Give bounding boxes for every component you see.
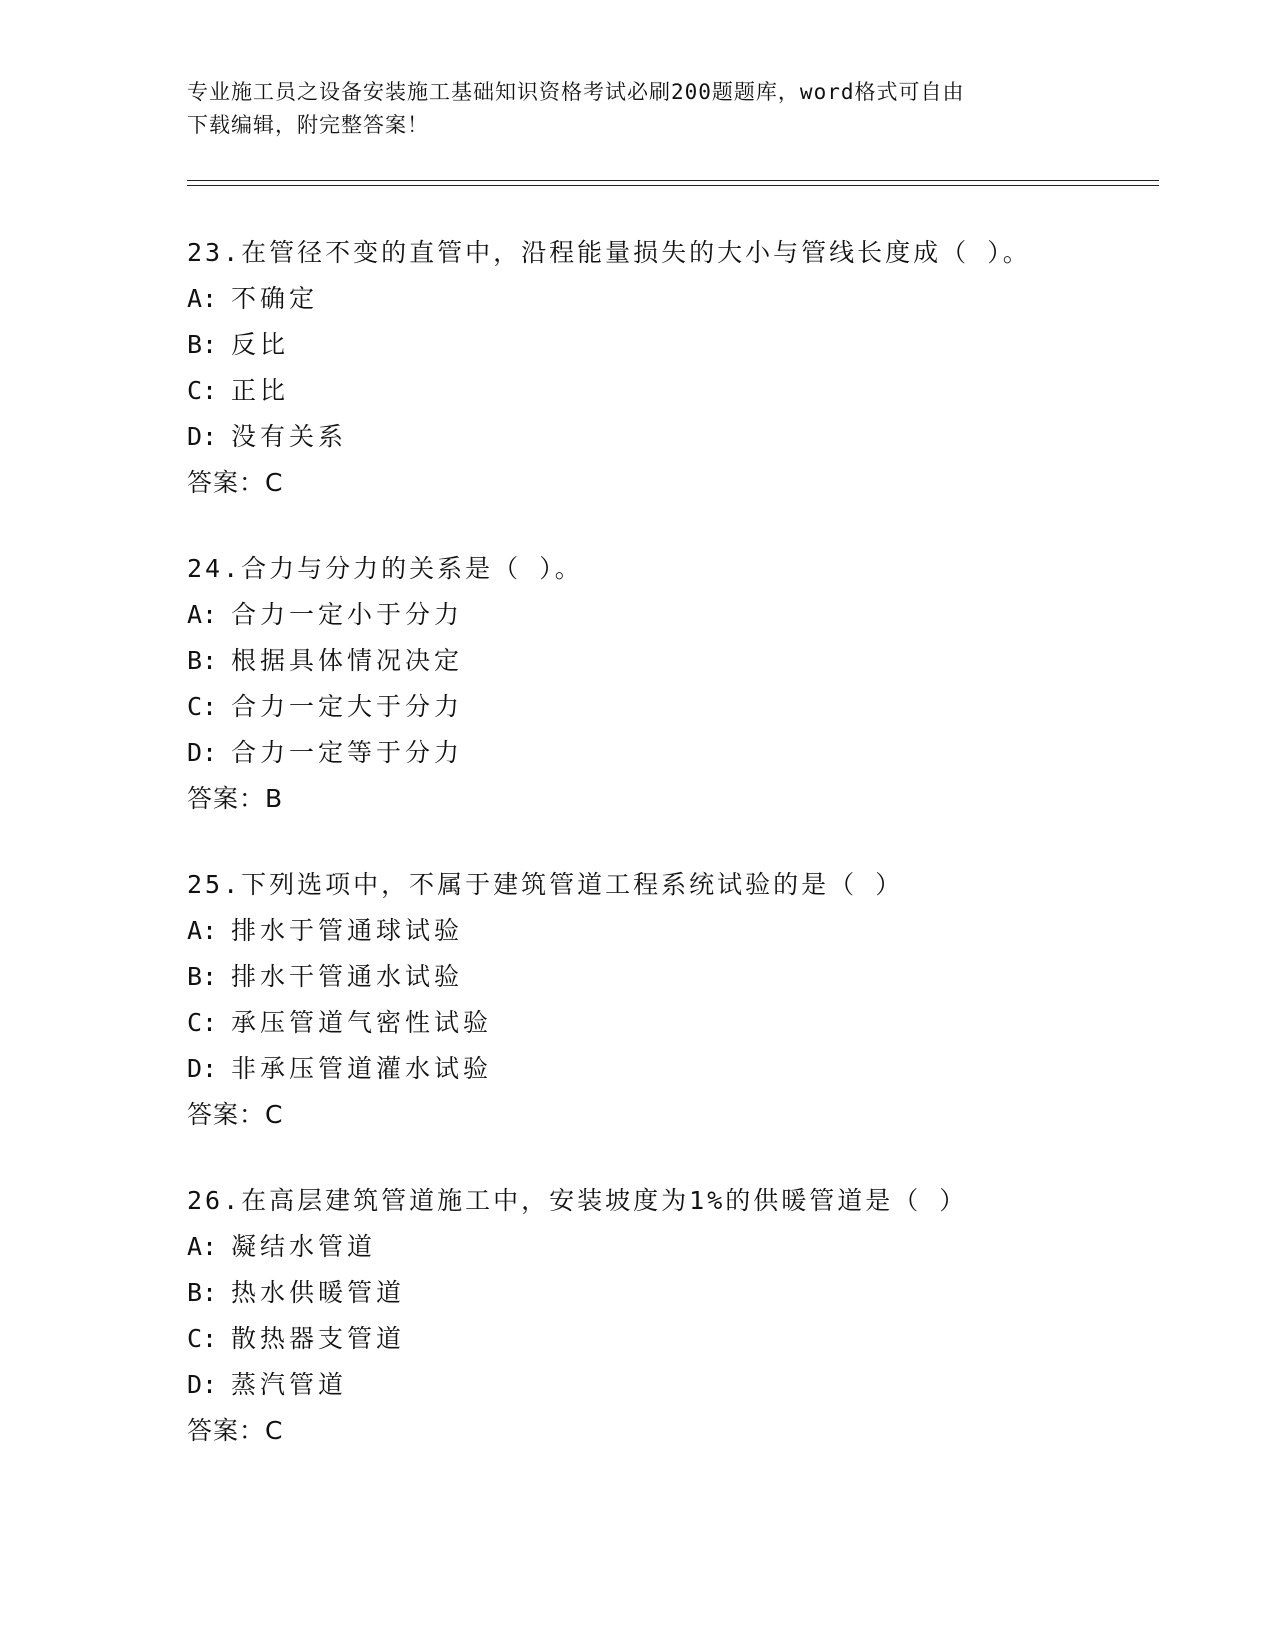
option-letter: B: [187,962,218,991]
option-d [187,1046,1167,1092]
option-text: 非承压管道灌水试验 [231,1054,493,1083]
option-text: 不确定 [231,284,319,313]
answer-line: 答案：C [187,1100,284,1129]
option-letter: B: [187,646,218,675]
option-text: 合力一定小于分力 [231,600,464,629]
option-text: 热水供暖管道 [231,1278,406,1307]
option-letter: C: [187,692,218,721]
question-stem: 26.在高层建筑管道施工中，安装坡度为1%的供暖管道是（ ） [187,1186,968,1215]
header-divider-top [187,180,1159,181]
option-letter: A: [187,916,218,945]
question-24 [187,546,1167,822]
option-text: 蒸汽管道 [231,1370,348,1399]
option-a [187,1224,1167,1270]
option-b [187,322,1167,368]
option-text: 排水干管通水试验 [231,962,464,991]
option-a [187,276,1167,322]
option-c [187,368,1167,414]
header-divider-bottom [187,185,1159,186]
option-c [187,684,1167,730]
option-c [187,1000,1167,1046]
option-b [187,1270,1167,1316]
question-stem: 24.合力与分力的关系是（ ）。 [187,554,583,583]
option-text: 合力一定大于分力 [231,692,464,721]
answer-line: 答案：C [187,468,284,497]
question-25 [187,862,1167,1138]
option-letter: B: [187,1278,218,1307]
option-d [187,1362,1167,1408]
option-text: 散热器支管道 [231,1324,406,1353]
option-letter: C: [187,1008,218,1037]
question-23 [187,230,1167,506]
option-b [187,638,1167,684]
option-letter: C: [187,1324,218,1353]
header-line-2: 下载编辑，附完整答案！ [187,113,429,137]
option-text: 排水于管通球试验 [231,916,464,945]
option-d [187,414,1167,460]
option-text: 反比 [231,330,290,359]
option-a [187,592,1167,638]
option-d [187,730,1167,776]
option-text: 合力一定等于分力 [231,738,464,767]
option-c [187,1316,1167,1362]
option-letter: A: [187,1232,218,1261]
answer-line: 答案：B [187,784,284,813]
option-letter: C: [187,376,218,405]
question-stem: 23.在管径不变的直管中，沿程能量损失的大小与管线长度成（ ）。 [187,238,1031,267]
header-line-1: 专业施工员之设备安装施工基础知识资格考试必刷200题题库，word格式可自由 [187,80,965,104]
option-a [187,908,1167,954]
question-stem: 25.下列选项中，不属于建筑管道工程系统试验的是（ ） [187,870,904,899]
option-letter: D: [187,738,218,767]
option-letter: A: [187,284,218,313]
option-letter: D: [187,1370,218,1399]
option-b [187,954,1167,1000]
option-letter: D: [187,1054,218,1083]
document-header [187,76,1087,142]
option-text: 根据具体情况决定 [231,646,464,675]
answer-line: 答案：C [187,1416,284,1445]
option-text: 正比 [231,376,290,405]
option-letter: A: [187,600,218,629]
option-letter: D: [187,422,218,451]
option-text: 没有关系 [231,422,348,451]
question-26 [187,1178,1167,1454]
option-text: 承压管道气密性试验 [231,1008,493,1037]
option-letter: B: [187,330,218,359]
option-text: 凝结水管道 [231,1232,377,1261]
